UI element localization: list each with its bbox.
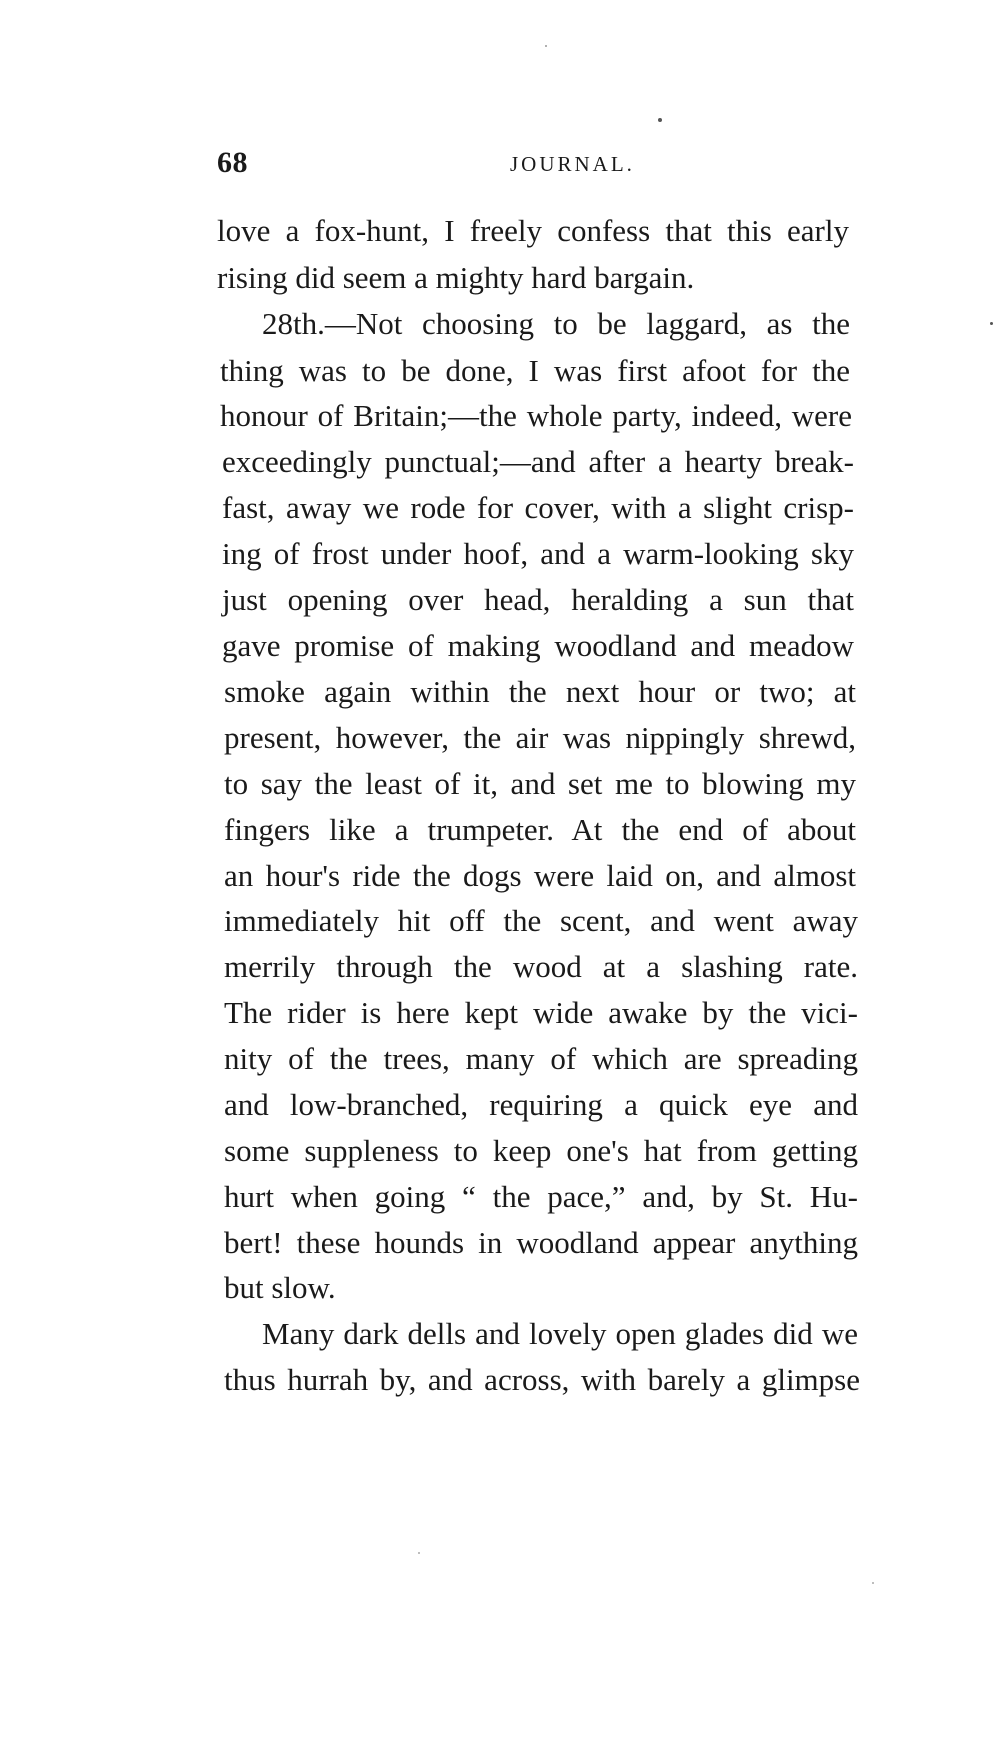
- ink-speck: [990, 322, 993, 325]
- ink-speck: [418, 1552, 420, 1554]
- text-line: honour of Britain;—the whole party, indeed, were: [220, 398, 852, 433]
- text-line: hurt when going “ the pace,” and, by St. Hu-: [224, 1179, 858, 1214]
- text-line: exceedingly punctual;—and after a hearty break-: [222, 444, 854, 479]
- text-line: immediately hit off the scent, and went away: [224, 903, 858, 938]
- page-number: 68: [217, 146, 248, 179]
- text-line: thing was to be done, I was first afoot for the: [220, 353, 850, 388]
- text-line: some suppleness to keep one's hat from getting: [224, 1133, 858, 1168]
- text-line: rising did seem a mighty hard bargain.: [217, 260, 695, 295]
- text-line: ing of frost under hoof, and a warm-looking sky: [222, 536, 854, 571]
- text-line: gave promise of making woodland and meadow: [222, 628, 854, 663]
- text-line: present, however, the air was nippingly shrewd,: [224, 720, 856, 755]
- text-line: Many dark dells and lovely open glades did we: [262, 1316, 858, 1351]
- text-line: smoke again within the next hour or two; at: [224, 674, 856, 709]
- ink-speck: [658, 118, 662, 122]
- ink-speck: [872, 1582, 874, 1584]
- text-line: The rider is here kept wide awake by the vici-: [224, 995, 858, 1030]
- text-line: an hour's ride the dogs were laid on, and almost: [224, 858, 856, 893]
- text-line: thus hurrah by, and across, with barely a glimpse: [224, 1362, 860, 1397]
- ink-speck: [545, 45, 547, 47]
- text-line: and low-branched, requiring a quick eye and: [224, 1087, 858, 1122]
- text-line: merrily through the wood at a slashing rate.: [224, 949, 858, 984]
- text-line: just opening over head, heralding a sun that: [222, 582, 854, 617]
- text-line: nity of the trees, many of which are spreading: [224, 1041, 858, 1076]
- running-head: JOURNAL.: [510, 152, 635, 176]
- text-line: love a fox-hunt, I freely confess that this early: [217, 213, 849, 248]
- text-line: bert! these hounds in woodland appear anything: [224, 1225, 858, 1260]
- text-line: to say the least of it, and set me to blowing my: [224, 766, 856, 801]
- text-line: 28th.—Not choosing to be laggard, as the: [262, 306, 850, 341]
- text-line: fingers like a trumpeter. At the end of about: [224, 812, 856, 847]
- text-line: fast, away we rode for cover, with a slight crisp-: [222, 490, 854, 525]
- text-line: but slow.: [224, 1270, 336, 1305]
